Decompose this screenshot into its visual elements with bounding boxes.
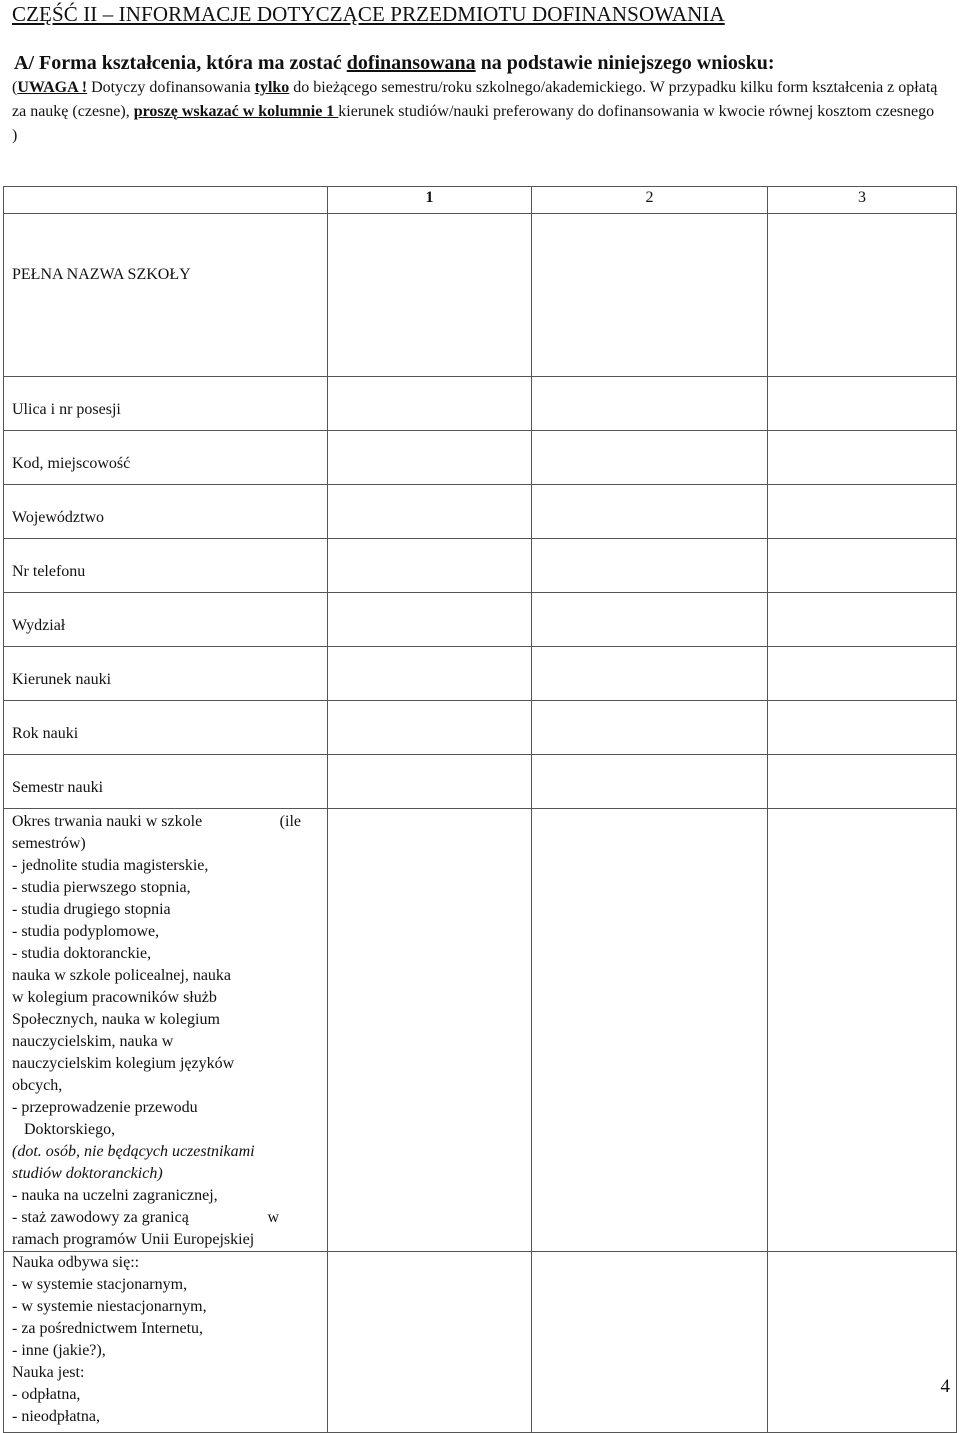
- input-cell-col3[interactable]: [768, 1252, 957, 1433]
- input-cell-col3[interactable]: [768, 809, 957, 1252]
- table-row-study-mode: [4, 1252, 957, 1433]
- input-cell-col1[interactable]: [328, 377, 532, 431]
- input-cell-col3[interactable]: [768, 431, 957, 485]
- input-cell-col1[interactable]: [328, 701, 532, 755]
- input-cell-col2[interactable]: [532, 214, 768, 377]
- table-row: [4, 214, 957, 377]
- input-cell-col3[interactable]: [768, 647, 957, 701]
- section-title: CZĘŚĆ II – INFORMACJE DOTYCZĄCE PRZEDMIOTU DOFINANSOWANIA: [12, 2, 725, 26]
- row-label: Województwo: [4, 485, 328, 539]
- row-label: Kod, miejscowość: [4, 431, 328, 485]
- input-cell-col1[interactable]: [328, 593, 532, 647]
- table-row: [4, 593, 957, 647]
- row-label: Semestr nauki: [4, 755, 328, 809]
- row-label-study-mode: Nauka odbywa się:: - w systemie stacjonarnym, - w systemie niestacjonarnym, - za pośrednictwem Internetu, - inne (jakie?), Nauka jest: - odpłatna, - nieodpłatna,: [4, 1252, 328, 1433]
- row-label: Kierunek nauki: [4, 647, 328, 701]
- row-label: Wydział: [4, 593, 328, 647]
- table-row: [4, 755, 957, 809]
- row-label: Rok nauki: [4, 701, 328, 755]
- input-cell-col1[interactable]: [328, 755, 532, 809]
- input-cell-col2[interactable]: [532, 755, 768, 809]
- input-cell-col1[interactable]: [328, 809, 532, 1252]
- input-cell-col3[interactable]: [768, 485, 957, 539]
- column-header-3: 3: [768, 187, 957, 214]
- input-cell-col3[interactable]: [768, 214, 957, 377]
- input-cell-col2[interactable]: [532, 377, 768, 431]
- input-cell-col3[interactable]: [768, 701, 957, 755]
- row-label: PEŁNA NAZWA SZKOŁY: [4, 214, 328, 377]
- input-cell-col2[interactable]: [532, 701, 768, 755]
- table-row: [4, 431, 957, 485]
- column-header-1: 1: [328, 187, 532, 214]
- input-cell-col2[interactable]: [532, 593, 768, 647]
- input-cell-col2[interactable]: [532, 809, 768, 1252]
- input-cell-col3[interactable]: [768, 539, 957, 593]
- row-label-study-period: Okres trwania nauki w szkole (ile semestrów) - jednolite studia magisterskie, - studia pierwszego stopnia, - studia drugiego stopnia - studia podyplomowe, - studia doktoranckie, nauka w szkole policealnej, nauka w kolegium pracowników służb Społecznych, nauka w kolegium nauczycielskim, nauka w nauczycielskim kolegium języków obcych, - przeprowadzenie przewodu Doktorskiego, (dot. osób, nie będących uczestnikami studiów doktoranckich) - nauka na uczelni zagranicznej, - staż zawodowy za granicą w ramach programów Unii Europejskiej: [4, 809, 328, 1252]
- instruction-note: (UWAGA ! Dotyczy dofinansowania tylko do bieżącego semestru/roku szkolnego/akademickiego. W przypadku kilku form kształcenia z opłatą za naukę (czesne), proszę wskazać w kolumnie 1 kierunek studiów/nauki preferowany do dofinansowania w kwocie równej kosztom czesnego ): [12, 79, 938, 144]
- input-cell-col2[interactable]: [532, 431, 768, 485]
- table-row: [4, 377, 957, 431]
- input-cell-col1[interactable]: [328, 485, 532, 539]
- header-label-cell: [4, 187, 328, 214]
- page-number: 4: [940, 1376, 950, 1397]
- row-label: Nr telefonu: [4, 539, 328, 593]
- input-cell-col1[interactable]: [328, 1252, 532, 1433]
- table-row: [4, 539, 957, 593]
- table-row: [4, 701, 957, 755]
- school-info-table: [3, 186, 957, 1433]
- input-cell-col3[interactable]: [768, 593, 957, 647]
- input-cell-col3[interactable]: [768, 755, 957, 809]
- form-subtitle: A/ Forma kształcenia, która ma zostać dofinansowana na podstawie niniejszego wniosku:: [14, 52, 775, 74]
- input-cell-col1[interactable]: [328, 214, 532, 377]
- column-header-row: [4, 187, 957, 214]
- input-cell-col2[interactable]: [532, 1252, 768, 1433]
- input-cell-col2[interactable]: [532, 539, 768, 593]
- row-label: Ulica i nr posesji: [4, 377, 328, 431]
- input-cell-col2[interactable]: [532, 647, 768, 701]
- column-header-2: 2: [532, 187, 768, 214]
- table-row-study-period: [4, 809, 957, 1252]
- table-row: [4, 647, 957, 701]
- input-cell-col1[interactable]: [328, 647, 532, 701]
- input-cell-col2[interactable]: [532, 485, 768, 539]
- table-row: [4, 485, 957, 539]
- input-cell-col1[interactable]: [328, 539, 532, 593]
- input-cell-col3[interactable]: [768, 377, 957, 431]
- input-cell-col1[interactable]: [328, 431, 532, 485]
